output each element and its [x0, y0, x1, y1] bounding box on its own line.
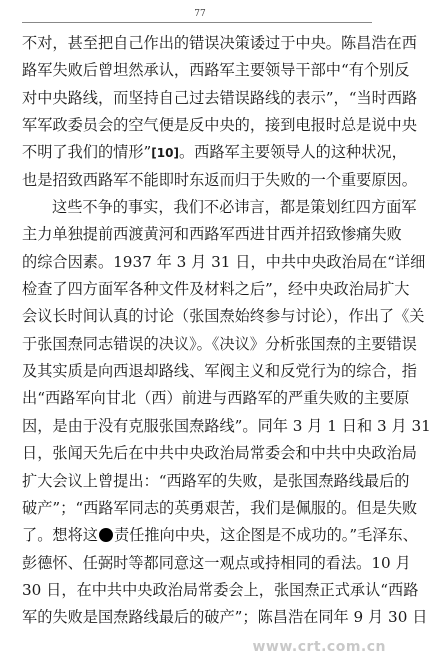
text-line: 破产”；“西路军同志的英勇艰苦，我们是佩服的。但是失败	[22, 498, 418, 517]
text-line: 这些不争的事实，我们不必讳言，都是策划红四方面军	[52, 198, 417, 217]
text-line: 于张国焘同志错误的决议》。《决议》分析张国焘的主要错误	[22, 334, 417, 353]
text-line: 会议长时间认真的讨论（张国焘始终参与讨论），作出了《关	[22, 307, 425, 326]
header-rule	[22, 22, 372, 23]
paragraph-1	[22, 30, 418, 194]
text-line	[22, 139, 407, 166]
text-line: 检查了四方面军各种文件及材料之后”，经中央政治局扩大	[22, 280, 410, 299]
text-span: 责任推向中央，这企图是不成功的。”毛泽东、	[113, 526, 418, 545]
text-line	[22, 522, 418, 549]
text-line: 路军失败后曾坦然承认，西路军主要领导干部中“有个别反	[22, 61, 410, 80]
footnote-reference: [10]	[151, 146, 179, 161]
text-line: 军军政委员会的空气便是反中央的，接到电报时总是说中央	[22, 116, 417, 135]
page-number: 77	[194, 9, 206, 19]
text-line: 及其实质是向西退却路线、军阀主义和反党行为的综合，指	[22, 362, 417, 381]
text-span: 。西路军主要领导人的这种状况，	[178, 143, 407, 162]
text-line: 对中央路线，而坚持自己过去错误路线的表示”，“当时西路	[22, 88, 418, 107]
text-line: 的综合因素。1937 年 3 月 31 日，中共中央政治局在“详细	[22, 252, 426, 271]
text-line: 扩大会议上曾提出：“西路军的失败，是张国焘路线最后的	[22, 471, 410, 490]
ink-blot-mark	[99, 528, 113, 542]
body-text	[22, 30, 431, 632]
text-line: 日，张闻天先后在中共中央政治局常委会和中共中央政治局	[22, 444, 417, 463]
text-line: 也是招致西路军不能即时东返而归于失败的一个重要原因。	[22, 170, 417, 189]
text-span: 了。想将这	[22, 526, 98, 545]
text-line: 不对，甚至把自己作出的错误决策诿过于中央。陈昌浩在西	[22, 34, 417, 52]
text-line: 因，是由于没有克服张国焘路线”。同年 3 月 1 日和 3 月 31	[22, 416, 431, 435]
watermark: www.crt.com.cn	[252, 639, 386, 655]
text-line: 主力单独提前西渡黄河和西路军西进甘西并招致惨痛失败	[22, 225, 402, 244]
text-line: 彭德怀、任弼时等都同意这一观点或持相同的看法。10 月	[22, 553, 411, 572]
text-line: 出“西路军向甘北（西）前进与西路军的严重失败的主要原	[22, 389, 410, 408]
text-span: 不明了我们的情形”	[22, 143, 152, 162]
text-line: 30 日，在中共中央政治局常委会上，张国焘正式承认“西路	[22, 580, 419, 599]
paragraph-2	[22, 194, 431, 632]
text-line: 军的失败是国焘路线最后的破产”；陈昌浩在同年 9 月 30 日	[22, 608, 428, 627]
